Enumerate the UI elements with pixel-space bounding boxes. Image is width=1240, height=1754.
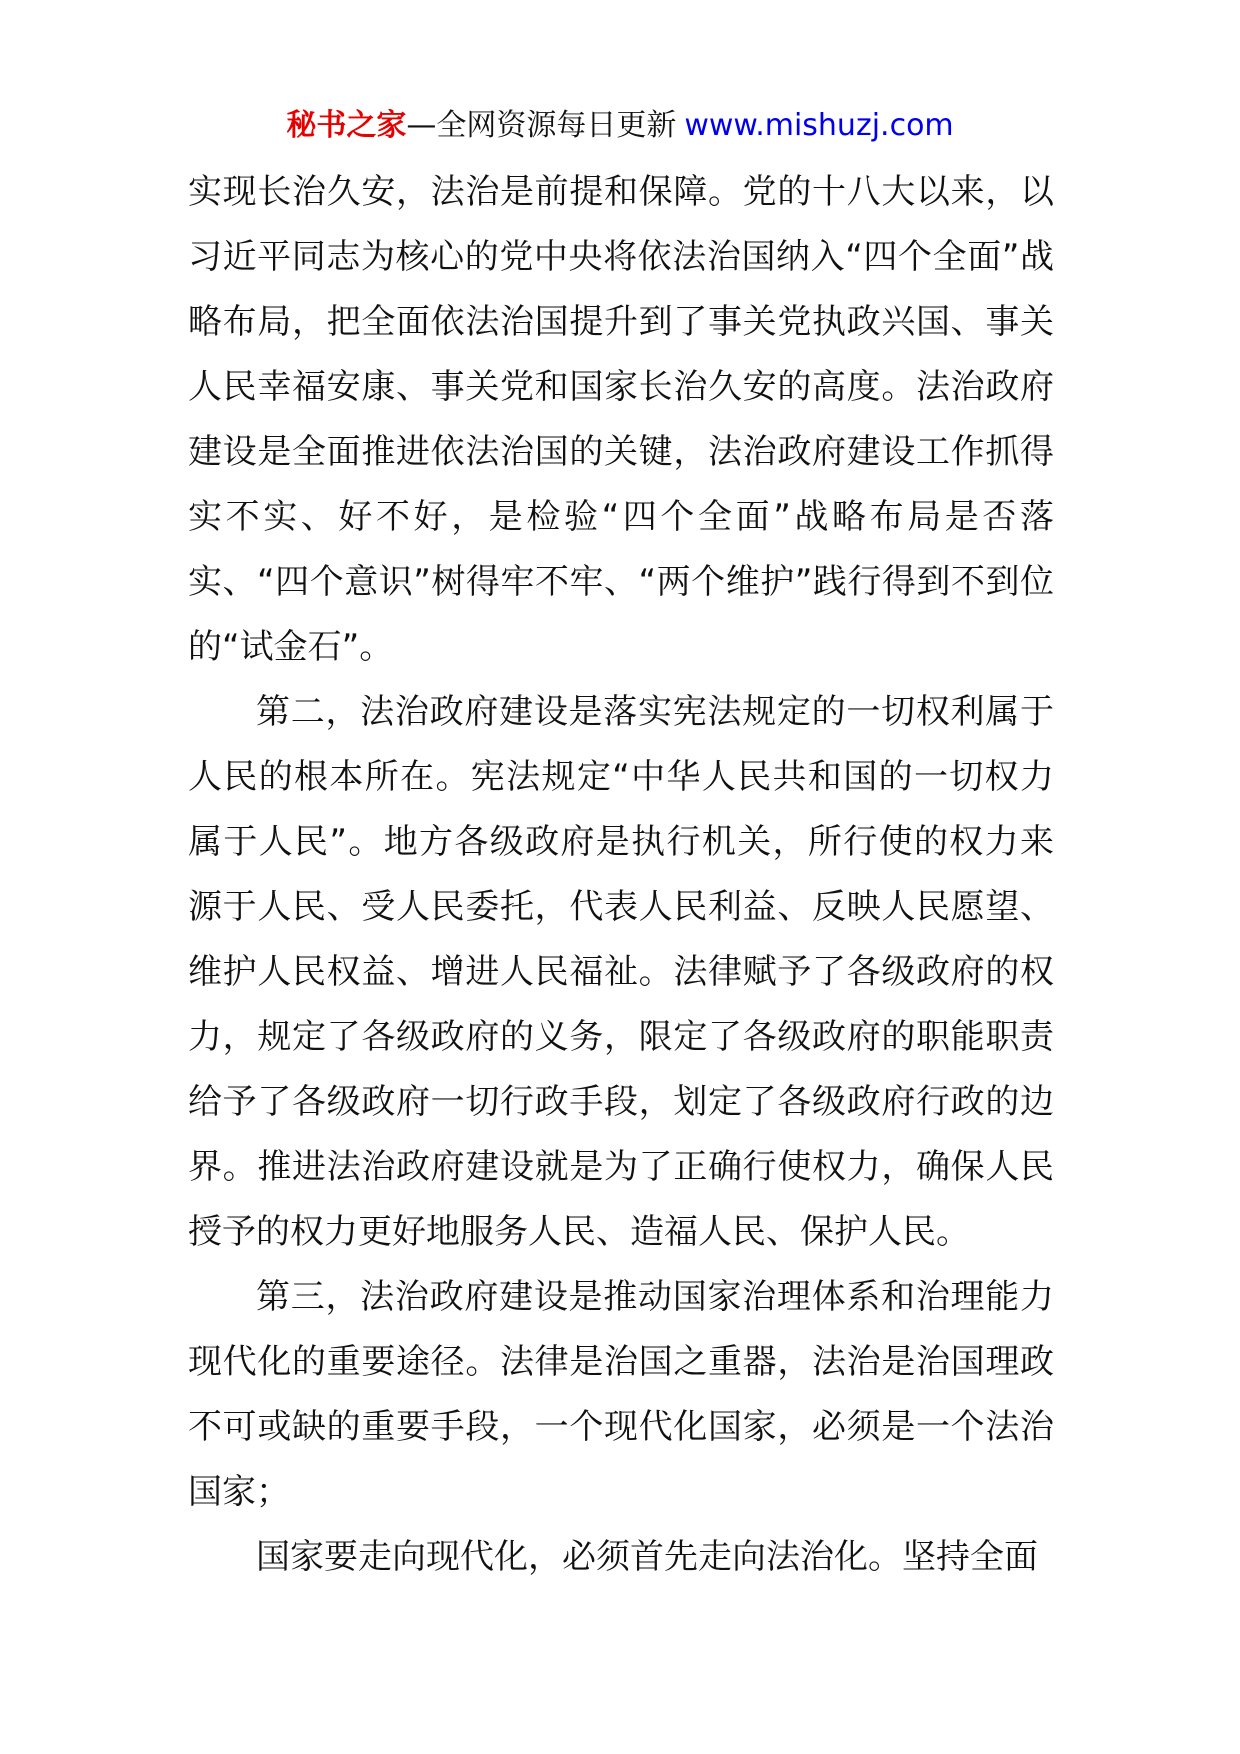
paragraph: 第三，法治政府建设是推动国家治理体系和治理能力现代化的重要途径。法律是治国之重器，法治是治国理政不可或缺的重要手段，一个现代化国家，必须是一个法治国家；	[188, 1277, 1054, 1512]
paragraph: 国家要走向现代化，必须首先走向法治化。坚持全面	[256, 1537, 1038, 1577]
page-header	[0, 106, 1240, 146]
document-body	[188, 160, 1054, 1590]
site-url-link[interactable]: www.mishuzj.com	[684, 108, 954, 143]
site-tagline: —全网资源每日更新	[406, 108, 677, 143]
site-brand: 秘书之家	[286, 108, 407, 143]
paragraph: 实现长治久安，法治是前提和保障。党的十八大以来，以习近平同志为核心的党中央将依法治国纳入“四个全面”战略布局，把全面依法治国提升到了事关党执政兴国、事关人民幸福安康、事关党和国家长治久安的高度。法治政府建设是全面推进依法治国的关键，法治政府建设工作抓得实不实、好不好，是检验“四个全面”战略布局是否落实、“四个意识”树得牢不牢、“两个维护”践行得到不到位的“试金石”。	[188, 172, 1054, 667]
paragraph: 第二，法治政府建设是落实宪法规定的一切权利属于人民的根本所在。宪法规定“中华人民共和国的一切权力属于人民”。地方各级政府是执行机关，所行使的权力来源于人民、受人民委托，代表人民利益、反映人民愿望、维护人民权益、增进人民福祉。法律赋予了各级政府的权力，规定了各级政府的义务，限定了各级政府的职能职责给予了各级政府一切行政手段，划定了各级政府行政的边界。推进法治政府建设就是为了正确行使权力，确保人民授予的权力更好地服务人民、造福人民、保护人民。	[188, 692, 1054, 1252]
